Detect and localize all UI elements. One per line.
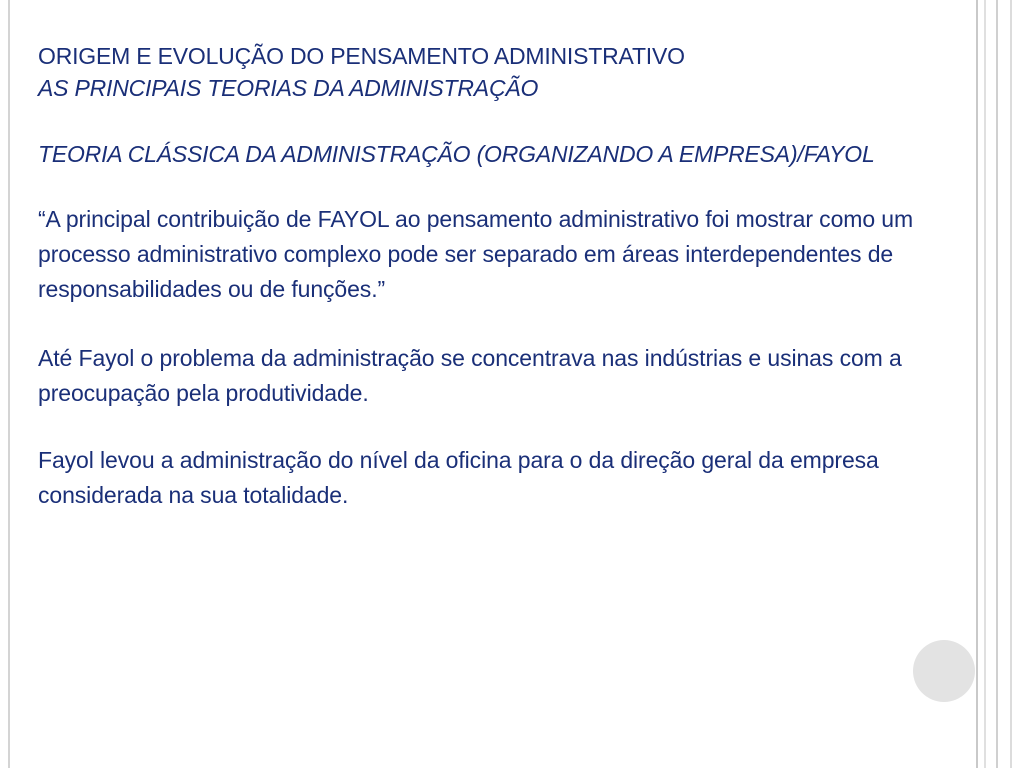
- frame-line-right-4: [1010, 0, 1012, 768]
- frame-line-right-3: [996, 0, 998, 768]
- slide-title: ORIGEM E EVOLUÇÃO DO PENSAMENTO ADMINISTRATIVO: [38, 43, 685, 69]
- frame-line-left: [8, 0, 10, 768]
- slide-subtitle: TEORIA CLÁSSICA DA ADMINISTRAÇÃO (ORGANIZANDO A EMPRESA)/FAYOL: [38, 141, 875, 167]
- paragraph-context: Até Fayol o problema da administração se concentrava nas indústrias e usinas com a preocupação pela produtividade.: [38, 345, 902, 406]
- frame-line-right-1: [976, 0, 978, 768]
- spacer: [38, 307, 958, 341]
- circle-icon: [913, 640, 975, 702]
- paragraph-conclusion: Fayol levou a administração do nível da oficina para o da direção geral da empresa considerada na sua totalidade.: [38, 447, 879, 508]
- paragraph-quote: “A principal contribuição de FAYOL ao pensamento administrativo foi mostrar como um processo administrativo complexo pode ser separado em áreas interdependentes de responsabilidades ou de funções.”: [38, 206, 914, 302]
- spacer: [38, 411, 958, 443]
- slide-title-italic: AS PRINCIPAIS TEORIAS DA ADMINISTRAÇÃO: [38, 75, 539, 101]
- spacer: [38, 170, 958, 202]
- slide-content: [38, 40, 958, 513]
- frame-line-right-2: [984, 0, 986, 768]
- spacer: [38, 104, 958, 138]
